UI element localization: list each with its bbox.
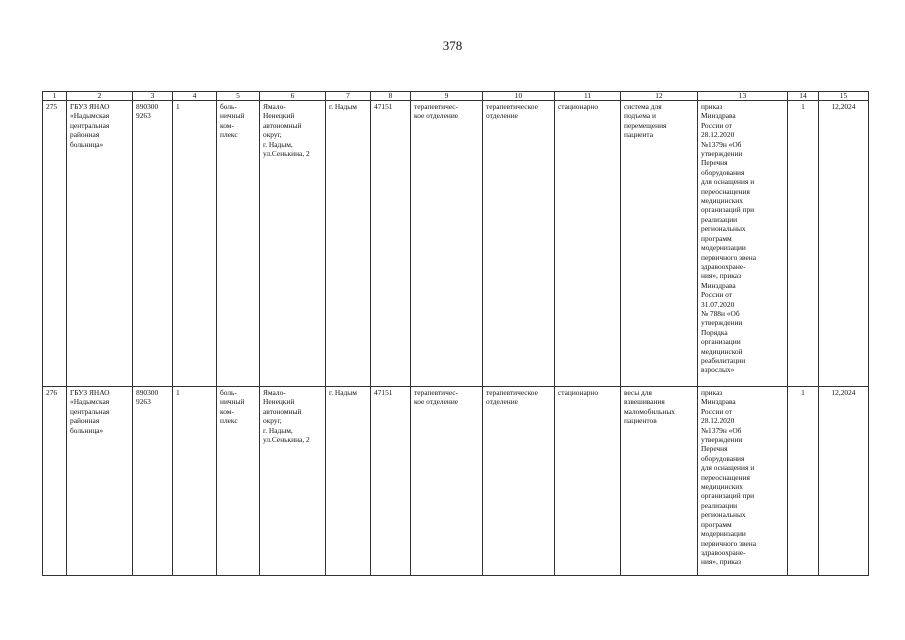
- cell-dept2: [483, 387, 555, 576]
- cell-city: [326, 387, 371, 576]
- cell-text: боль- ничный ком- плекс: [220, 388, 245, 426]
- column-header-5: 5: [217, 92, 260, 101]
- cell-text: 890300 9263: [136, 388, 159, 407]
- column-header-9: 9: [411, 92, 483, 101]
- cell-text: боль- ничный ком- плекс: [220, 102, 245, 140]
- cell-equipment: [621, 387, 698, 576]
- cell-num: [43, 101, 67, 387]
- cell-mode: [555, 101, 621, 387]
- cell-text: ГБУЗ ЯНАО «Надымская центральная районная больница»: [70, 388, 110, 435]
- cell-text: 1: [801, 388, 805, 397]
- cell-text: 1: [176, 388, 180, 397]
- cell-oktmo: [371, 101, 411, 387]
- cell-address: [260, 387, 326, 576]
- column-header-6: 6: [260, 92, 326, 101]
- cell-text: 12,2024: [831, 388, 856, 397]
- cell-type: [217, 101, 260, 387]
- column-header-12: 12: [621, 92, 698, 101]
- cell-text: система для подъема и перемещения пациента: [624, 102, 667, 140]
- cell-text: 276: [46, 388, 58, 397]
- cell-text: весы для взвешивания маломобильных пациентов: [624, 388, 675, 426]
- cell-text: г. Надым: [329, 102, 357, 111]
- table-row: [43, 101, 869, 387]
- cell-text: 890300 9263: [136, 102, 159, 121]
- cell-text: 47151: [374, 102, 393, 111]
- column-header-15: 15: [819, 92, 869, 101]
- cell-text: стационарно: [558, 102, 599, 111]
- cell-dept1: [411, 387, 483, 576]
- cell-dept1: [411, 101, 483, 387]
- cell-org: [67, 101, 133, 387]
- cell-c4: [173, 101, 217, 387]
- cell-text: 47151: [374, 388, 393, 397]
- cell-inn: [133, 101, 173, 387]
- cell-year: [819, 101, 869, 387]
- cell-address: [260, 101, 326, 387]
- cell-num: [43, 387, 67, 576]
- cell-equipment: [621, 101, 698, 387]
- column-header-8: 8: [371, 92, 411, 101]
- column-header-14: 14: [788, 92, 819, 101]
- cell-text: Ямало- Ненецкий автономный округ, г. Надым, ул.Сенькина, 2: [263, 102, 310, 159]
- cell-year: [819, 387, 869, 576]
- column-header-7: 7: [326, 92, 371, 101]
- cell-org: [67, 387, 133, 576]
- column-header-11: 11: [555, 92, 621, 101]
- column-header-10: 10: [483, 92, 555, 101]
- cell-text: 275: [46, 102, 58, 111]
- cell-text: 1: [176, 102, 180, 111]
- column-header-1: 1: [43, 92, 67, 101]
- column-header-2: 2: [67, 92, 133, 101]
- cell-basis: [698, 387, 788, 576]
- cell-oktmo: [371, 387, 411, 576]
- page-number: 378: [442, 38, 463, 53]
- cell-inn: [133, 387, 173, 576]
- cell-text: терапевтичес- кое отделение: [414, 102, 459, 121]
- cell-mode: [555, 387, 621, 576]
- cell-type: [217, 387, 260, 576]
- cell-text: терапевтичес- кое отделение: [414, 388, 459, 407]
- registry-table: [42, 91, 869, 576]
- cell-text: терапевтическое отделение: [486, 388, 538, 407]
- table-row: [43, 387, 869, 576]
- cell-basis: [698, 101, 788, 387]
- cell-qty: [788, 101, 819, 387]
- column-header-4: 4: [173, 92, 217, 101]
- cell-text: ГБУЗ ЯНАО «Надымская центральная районная больница»: [70, 102, 110, 149]
- cell-c4: [173, 387, 217, 576]
- cell-qty: [788, 387, 819, 576]
- cell-text: г. Надым: [329, 388, 357, 397]
- cell-text: 1: [801, 102, 805, 111]
- cell-text: Ямало- Ненецкий автономный округ, г. Надым, ул.Сенькина, 2: [263, 388, 310, 445]
- cell-text: 12,2024: [831, 102, 856, 111]
- column-header-3: 3: [133, 92, 173, 101]
- cell-dept2: [483, 101, 555, 387]
- header-row: [43, 92, 869, 101]
- cell-city: [326, 101, 371, 387]
- column-header-13: 13: [698, 92, 788, 101]
- cell-text: терапевтическое отделение: [486, 102, 538, 121]
- cell-text: приказ Минздрава России от 28.12.2020 №1379н «Об утверждении Перечня оборудования для оснащения и переоснащения медицинских организаций при реализации региональных программ модернизации первичного звена здравоохране- ния», приказ: [701, 388, 757, 567]
- cell-text: приказ Минздрава России от 28.12.2020 №1379н «Об утверждении Перечня оборудования для оснащения и переоснащения медицинских организаций при реализации региональных программ модернизации первичного звена здравоохране- ния», приказ Минздрава России от 31.07.2020 № 788н «Об утверждении Порядка организации медицинской реабилитации взрослых»: [701, 102, 757, 375]
- cell-text: стационарно: [558, 388, 599, 397]
